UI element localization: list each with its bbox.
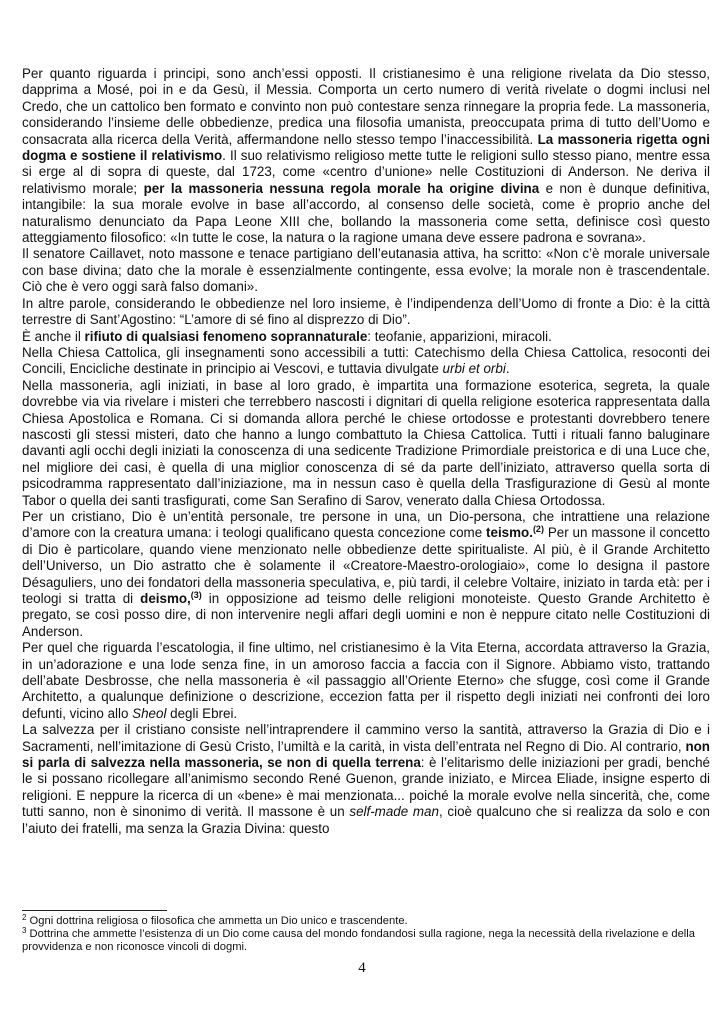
footnote-separator <box>22 910 167 911</box>
footnote-mark: 3 <box>22 926 27 936</box>
paragraph <box>22 66 710 246</box>
text-run: Per un cristiano, Dio è un’entità personale, tre persone in una, un Dio-persona, che intrattiene una relazione d’amore con la creatura umana: i teologi qualificano questa concezione come <box>22 508 710 541</box>
footnote-reference: (3) <box>190 590 202 600</box>
page-number: 4 <box>358 960 366 976</box>
text-run: , cioè qualcuno che si realizza da solo e con l’aiuto dei fratelli, ma senza la Grazia Divina: questo <box>22 804 710 836</box>
body-text <box>22 66 710 837</box>
footnote-text: Dottrina che ammette l’esistenza di un Dio come causa del mondo fondandosi sulla ragione, nega la necessità della rivelazione e della provvidenza e non riconosce vincoli di dogmi. <box>22 928 695 954</box>
bold-text: rifiuto di qualsiasi fenomeno soprannaturale <box>84 328 368 344</box>
text-run: : è l’elitarismo delle iniziazioni per gradi, benché le si possano ricollegare all’animismo secondo René Guenon, grande iniziato, e Mircea Eliade, insigne esperto di religioni. E neppure la ricerca di un «bene» è mai menzionata... poiché la morale evolve nella sincerità, che, come tutti sanno, non è sinonimo di verità. Il massone è un <box>22 755 710 820</box>
bold-text: deismo <box>140 591 188 606</box>
italic-text: urbi et orbi <box>442 361 506 377</box>
text-run: Nella massoneria, agli iniziati, in base al loro grado, è impartita una formazione esoterica, segreta, la quale dovrebbe via via rivelare i misteri che terrebbero nascosti i dignitari di quella religione esoterica rappresentata dalla Chiesa Apostolica e Romana. Ci si domanda allora perché le chiese ortodosse e protestanti dovrebbero tenere nascosti gli stessi misteri, dato che hanno a lungo combattuto la Chiesa Cattolica. Tutti i rituali fanno baluginare davanti agli occhi degli iniziati la conoscenza di una sedicente Tradizione Primordiale preistorica e di una Luce che, nel migliore dei casi, è quella di una miglior conoscenza di sé da parte dell’iniziato, attraverso quella sorta di psicodramma rappresentato dall’iniziazione, ma in nessun caso è quella della Trasfigurazione di Gesù al monte Tabor o quella dei santi trasfigurati, come San Serafino di Sarov, venerato dalla Chiesa Ortodossa. <box>22 377 710 508</box>
text-run: e non è dunque definitiva, intangibile: la sua morale evolve in base all’accordo, al consenso delle società, come è proprio anche del naturalismo denunciato da Papa Leone XIII che, bollando la massoneria come setta, definisce così questo atteggiamento filosofico: «In tutte le cose, la natura o la ragione umana deve essere padrona e sovrana». <box>22 180 711 246</box>
bold-text: per la massoneria nessuna regola morale ha origine divina <box>143 180 540 196</box>
text-run: Il senatore Caillavet, noto massone e tenace partigiano dell’eutanasia attiva, ha scritto: «Non c’è morale universale con base divina; dato che la morale è essenzialmente contingente, essa evolve; la morale non è trascendentale. Ciò che è vero oggi sarà falso domani». <box>22 246 710 295</box>
text-run: in opposizione ad teismo delle religioni monoteiste. Questo Grande Architetto è pregato, se così posso dire, di non intervenire negli affari degli uomini e non è neppure citato nelle Costituzioni di Anderson. <box>22 591 711 639</box>
bold-text: La massoneria rigetta ogni dogma e sostiene il relativismo <box>22 131 710 164</box>
paragraph <box>22 329 710 345</box>
text-run: In altre parole, considerando le obbedienze nel loro insieme, è l’indipendenza dell’Uomo di fronte a Dio: è la città terrestre di Sant’Agostino: “L’amore di sé fino al disprezzo di Dio”. <box>22 295 710 328</box>
text-run: Nella Chiesa Cattolica, gli insegnamenti sono accessibili a tutti: Catechismo della Chiesa Cattolica, resoconti dei Concili, Encicliche destinate in principio ai Vescovi, e tuttavia divulgate <box>22 344 710 377</box>
footnotes <box>22 915 710 955</box>
text-run: Per un massone il concetto di Dio è particolare, quando viene menzionato nelle obbedienze dette spiritualiste. Al più, è il Grande Architetto dell’Universo, un Dio astratto che è solamente il «Creatore-Maestro-orologiaio», come lo designa il pastore Désaguliers, uno dei fondatori della massoneria speculativa, e, più tardi, il celebre Voltaire, iniziato in tarda età: per i teologi si tratta di <box>22 525 710 606</box>
italic-text: Sheol <box>132 705 167 721</box>
paragraph <box>22 345 710 378</box>
paragraph <box>22 378 710 509</box>
paragraph <box>22 722 710 837</box>
text-run: Per quel che riguarda l’escatologia, il fine ultimo, nel cristianesimo è la Vita Eterna, accordata attraverso la Grazia, in un’adorazione e una lode senza fine, in un amoroso faccia a faccia con il Signore. Abbiamo visto, trattando dell’abate Desbrosse, che nella massoneria è «il passaggio all’Oriente Eterno» che sfugge, così come il Grande Architetto, a qualunque definizione o descrizione, eccezion fatta per il rispetto degli iniziati nei confronti dei loro defunti, vicino allo <box>22 640 710 721</box>
italic-text: self-made man <box>349 804 439 820</box>
text-run: : teofanie, apparizioni, miracoli. <box>367 328 552 344</box>
footnote <box>22 928 710 954</box>
text-run: . Il suo relativismo religioso mette tutte le religioni sullo stesso piano, mentre essa si erge al di sopra di queste, dal 1723, come «centro d’unione» nelle Costituzioni di Anderson. Ne deriva il relativismo morale; <box>22 148 710 196</box>
text-run: È anche il <box>22 328 85 344</box>
paragraph <box>22 509 710 640</box>
text-run: La salvezza per il cristiano consiste nell’intraprendere il cammino verso la santità, attraverso la Grazia di Dio e i Sacramenti, nell’imitazione di Gesù Cristo, l’umiltà e la carità, in vista dell’entrata nel Regno di Dio. Al contrario, <box>22 722 710 754</box>
footnote-reference: (2) <box>532 524 544 535</box>
footnote <box>22 915 710 928</box>
text-run: Per quanto riguarda i principi, sono anch’essi opposti. Il cristianesimo è una religione rivelata da Dio stesso, dapprima a Mosé, poi in e da Gesù, il Messia. Comporta un certo numero di verità rivelate o dogmi inclusi nel Credo, che un cattolico ben formato e convinto non può contestare senza rinnegare la propria fede. La massoneria, considerando l’insieme delle obbedienze, predica una filosofia umanista, preoccupata prima di tutto dell’Uomo e consacrata alla ricerca della Verità, affermandone nello stesso tempo l’inaccessibilità. <box>22 66 710 147</box>
footnote-mark: 2 <box>22 913 27 922</box>
paragraph <box>22 640 710 722</box>
paragraph <box>22 246 710 295</box>
bold-text: non si parla di salvezza nella massoneria, se non di quella terrena <box>22 738 710 771</box>
bold-text: . <box>529 525 533 541</box>
text-run: degli Ebrei. <box>166 705 238 721</box>
footnote-text: Ogni dottrina religiosa o filosofica che ammetta un Dio unico e trascendente. <box>26 915 408 927</box>
bold-text: teismo <box>486 525 530 541</box>
text-run: . <box>505 361 510 377</box>
paragraph <box>22 296 710 329</box>
bold-text: , <box>187 591 191 606</box>
